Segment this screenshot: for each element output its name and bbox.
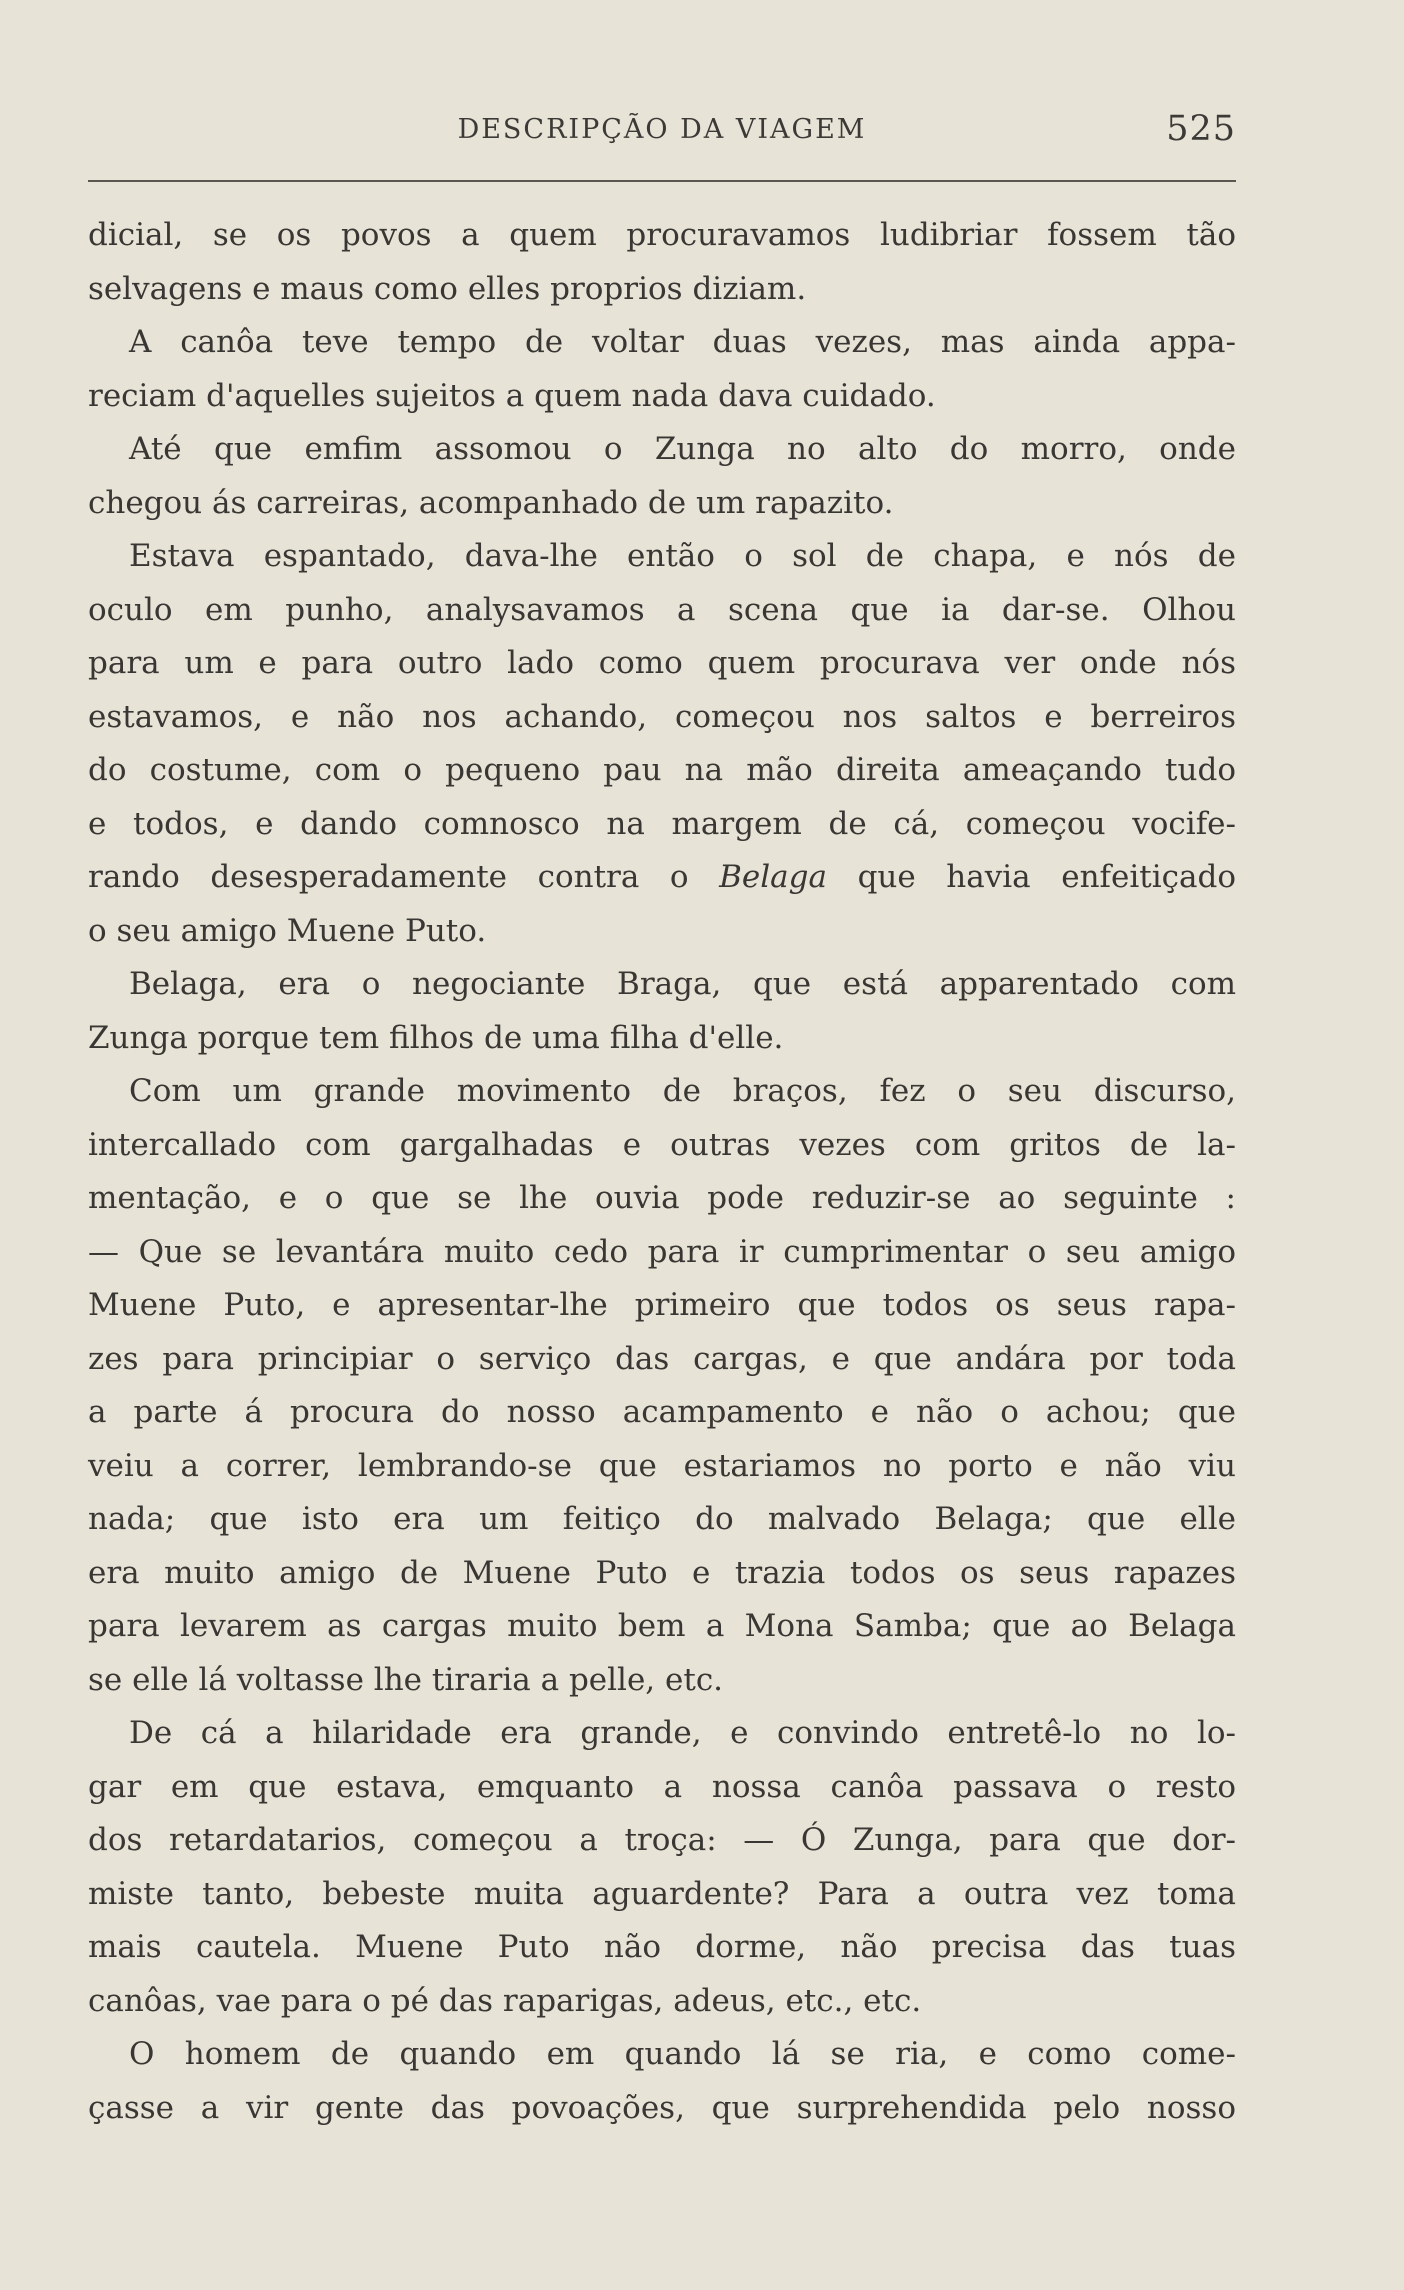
- text-line: reciam d'aquelles sujeitos a quem nada dava cuidado.: [88, 377, 936, 414]
- text-line: A canôa teve tempo de voltar duas vezes, mas ainda appa-: [129, 324, 1236, 360]
- text-line: Estava espantado, dava-lhe então o sol de chapa, e nós de: [129, 538, 1236, 574]
- running-head: [88, 109, 1236, 162]
- text-line: mentação, e o que se lhe ouvia pode reduzir-se ao seguinte :: [88, 1180, 1236, 1216]
- text-line: O homem de quando em quando lá se ria, e como come-: [129, 2036, 1236, 2072]
- running-title: DESCRIPÇÃO DA VIAGEM: [457, 114, 867, 145]
- text-line: çasse a vir gente das povoações, que surprehendida pelo nosso: [88, 2089, 1236, 2126]
- text-line: se elle lá voltasse lhe tiraria a pelle, etc.: [88, 1661, 724, 1698]
- text-line: intercallado com gargalhadas e outras vezes com gritos de la-: [88, 1126, 1236, 1163]
- text-line: zes para principiar o serviço das cargas, e que andára por toda: [88, 1340, 1236, 1377]
- text-line: chegou ás carreiras, acompanhado de um rapazito.: [88, 484, 894, 521]
- text-line: era muito amigo de Muene Puto e trazia todos os seus rapazes: [88, 1554, 1236, 1591]
- text-line: De cá a hilaridade era grande, e convindo entretê-lo no lo-: [129, 1715, 1236, 1751]
- header-rule: [88, 180, 1236, 182]
- text-fragment: que havia enfeitiçado: [827, 859, 1236, 895]
- text-fragment: rando desesperadamente contra o: [88, 859, 720, 895]
- body-text: [88, 209, 1236, 2135]
- text-line: selvagens e maus como elles proprios diziam.: [88, 270, 807, 307]
- text-line: dicial, se os povos a quem procuravamos ludibriar fossem tão: [88, 217, 1236, 253]
- text-line: para um e para outro lado como quem procurava ver onde nós: [88, 645, 1236, 681]
- text-line: dos retardatarios, começou a troça: — Ó Zunga, para que dor-: [88, 1822, 1236, 1858]
- text-line: nada; que isto era um feitiço do malvado Belaga; que elle: [88, 1501, 1236, 1537]
- italic-name-belaga: Belaga: [719, 859, 827, 895]
- text-line: Até que emfim assomou o Zunga no alto do morro, onde: [129, 431, 1236, 467]
- text-line: veiu a correr, lembrando-se que estariamos no porto e não viu: [88, 1447, 1236, 1484]
- text-line: Muene Puto, e apresentar-lhe primeiro que todos os seus rapa-: [88, 1287, 1236, 1323]
- text-line: para levarem as cargas muito bem a Mona Samba; que ao Belaga: [88, 1608, 1236, 1644]
- text-line: gar em que estava, emquanto a nossa canôa passava o resto: [88, 1768, 1236, 1805]
- text-line: Zunga porque tem filhos de uma filha d'elle.: [88, 1019, 784, 1056]
- text-line: do costume, com o pequeno pau na mão direita ameaçando tudo: [88, 752, 1236, 788]
- text-line: Belaga, era o negociante Braga, que está apparentado com: [129, 966, 1236, 1002]
- text-line: Com um grande movimento de braços, fez o seu discurso,: [129, 1073, 1236, 1109]
- text-line: mais cautela. Muene Puto não dorme, não precisa das tuas: [88, 1929, 1236, 1965]
- text-line: oculo em punho, analysavamos a scena que ia dar-se. Olhou: [88, 591, 1236, 628]
- text-line: e todos, e dando comnosco na margem de cá, começou vocife-: [88, 805, 1236, 842]
- text-line: o seu amigo Muene Puto.: [88, 912, 487, 949]
- text-line: estavamos, e não nos achando, começou nos saltos e berreiros: [88, 698, 1236, 735]
- text-line: a parte á procura do nosso acampamento e não o achou; que: [88, 1394, 1236, 1430]
- text-line: canôas, vae para o pé das raparigas, adeus, etc., etc.: [88, 1982, 922, 2019]
- text-line: [88, 851, 1236, 905]
- text-line: miste tanto, bebeste muita aguardente? Para a outra vez toma: [88, 1875, 1236, 1912]
- page-number: 525: [1166, 109, 1236, 149]
- text-line: — Que se levantára muito cedo para ir cumprimentar o seu amigo: [88, 1233, 1236, 1270]
